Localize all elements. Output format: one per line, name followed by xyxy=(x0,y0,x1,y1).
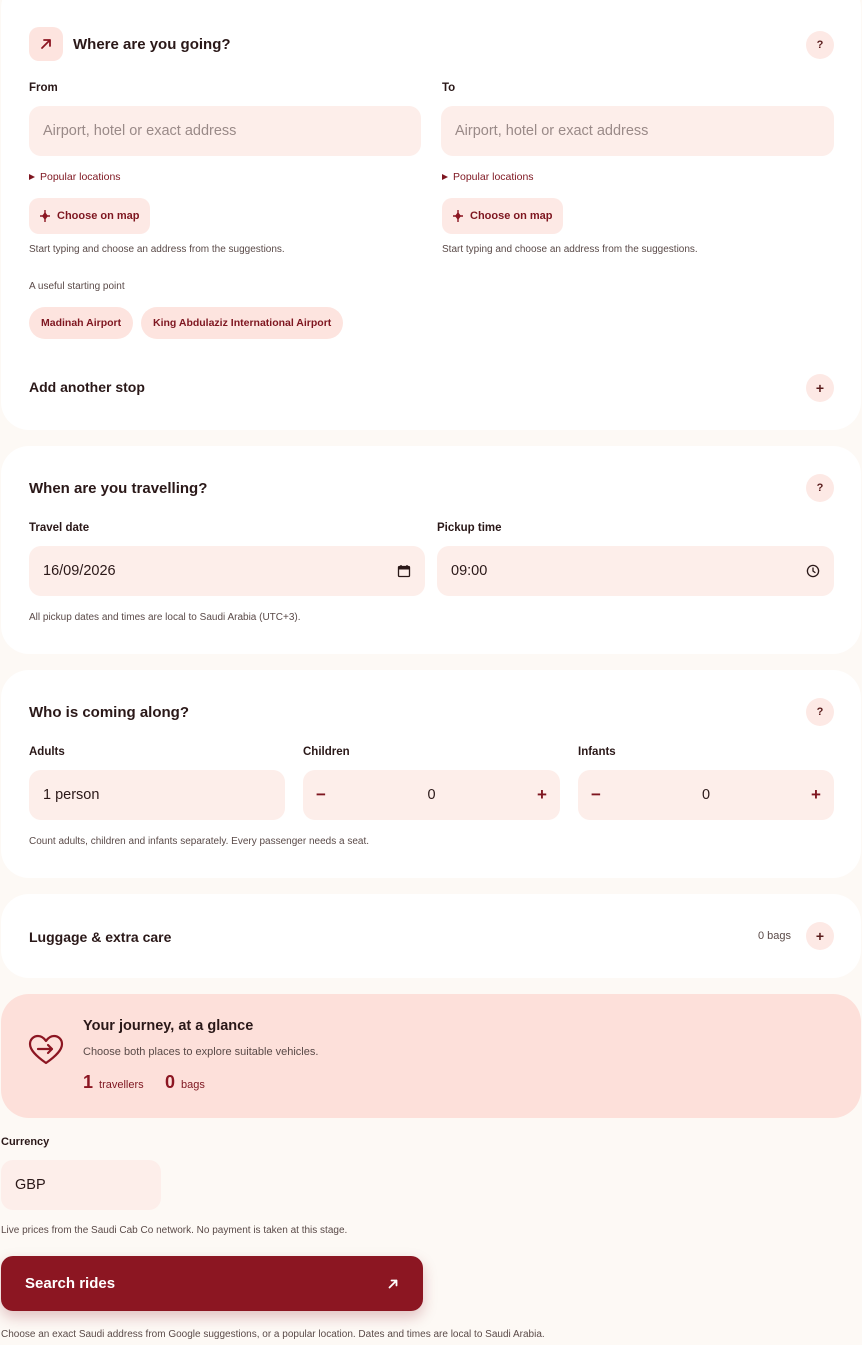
travellers-stat xyxy=(83,1072,144,1093)
clock-icon[interactable] xyxy=(806,564,820,578)
search-rides-label: Search rides xyxy=(25,1275,116,1292)
summary-subtitle: Choose both places to explore suitable vehicles. xyxy=(83,1046,319,1058)
when-title: When are you travelling? xyxy=(29,480,208,497)
search-rides-button[interactable] xyxy=(1,1256,423,1311)
infants-stepper xyxy=(578,770,834,820)
who-note: Count adults, children and infants separately. Every passenger needs a seat. xyxy=(29,836,370,847)
starting-point-label: A useful starting point xyxy=(29,281,125,292)
infants-plus-button[interactable]: + xyxy=(811,785,821,804)
to-hint: Start typing and choose an address from the suggestions. xyxy=(442,244,698,255)
luggage-bags-count: 0 bags xyxy=(758,930,792,942)
children-value: 0 xyxy=(427,787,436,803)
bags-count: 0 xyxy=(165,1072,176,1092)
children-minus-button[interactable]: − xyxy=(316,785,326,804)
journey-summary xyxy=(1,994,861,1118)
pickup-time-input[interactable] xyxy=(437,546,834,596)
pickup-time-value: 09:00 xyxy=(451,563,488,579)
luggage-title: Luggage & extra care xyxy=(29,929,172,945)
caret-right-icon xyxy=(442,174,448,180)
currency-select[interactable]: GBP xyxy=(1,1160,161,1210)
from-input[interactable]: Airport, hotel or exact address xyxy=(29,106,421,156)
who-help-button[interactable]: ? xyxy=(806,698,834,726)
footer-note: Choose an exact Saudi address from Google suggestions, or a popular location. Dates and times are local to Saudi Arabia. xyxy=(1,1329,545,1340)
currency-label: Currency xyxy=(1,1136,50,1148)
luggage-add-button[interactable]: + xyxy=(806,922,834,950)
children-label: Children xyxy=(303,746,350,758)
who-card xyxy=(1,670,861,878)
calendar-icon[interactable] xyxy=(397,564,411,578)
bags-label: bags xyxy=(181,1079,205,1091)
from-choose-map-button[interactable] xyxy=(29,198,150,234)
chip-king-abdulaziz-airport[interactable]: King Abdulaziz International Airport xyxy=(141,307,343,339)
summary-title: Your journey, at a glance xyxy=(83,1018,254,1034)
caret-right-icon xyxy=(29,174,35,180)
chip-madinah-airport[interactable]: Madinah Airport xyxy=(29,307,133,339)
from-popular-label: Popular locations xyxy=(40,171,121,183)
travellers-count: 1 xyxy=(83,1072,94,1092)
who-title: Who is coming along? xyxy=(29,704,189,721)
add-stop-button[interactable]: + xyxy=(806,374,834,402)
children-stepper xyxy=(303,770,560,820)
from-choose-map-label: Choose on map xyxy=(57,210,140,222)
currency-note: Live prices from the Saudi Cab Co network. No payment is taken at this stage. xyxy=(1,1225,348,1236)
to-label: To xyxy=(442,82,456,94)
from-popular-locations[interactable] xyxy=(29,171,121,183)
from-label: From xyxy=(29,82,58,94)
where-help-button[interactable]: ? xyxy=(806,31,834,59)
travel-date-value: 16/09/2026 xyxy=(43,563,116,579)
when-card xyxy=(1,446,861,654)
travellers-label: travellers xyxy=(99,1079,144,1091)
to-popular-locations[interactable] xyxy=(442,171,534,183)
infants-label: Infants xyxy=(578,746,616,758)
to-choose-map-label: Choose on map xyxy=(470,210,553,222)
where-title: Where are you going? xyxy=(73,36,231,53)
from-hint: Start typing and choose an address from the suggestions. xyxy=(29,244,285,255)
where-card xyxy=(1,0,861,430)
to-choose-map-button[interactable] xyxy=(442,198,563,234)
bags-stat xyxy=(165,1072,205,1093)
infants-minus-button[interactable]: − xyxy=(591,785,601,804)
heart-arrow-icon xyxy=(28,1034,64,1066)
pickup-time-label: Pickup time xyxy=(437,522,502,534)
add-stop-label: Add another stop xyxy=(29,379,145,395)
travel-date-input[interactable] xyxy=(29,546,425,596)
arrow-up-right-icon xyxy=(29,27,63,61)
when-help-button[interactable]: ? xyxy=(806,474,834,502)
infants-value: 0 xyxy=(701,787,711,803)
adults-label: Adults xyxy=(29,746,65,758)
arrow-up-right-icon xyxy=(387,1278,399,1290)
when-note: All pickup dates and times are local to Saudi Arabia (UTC+3). xyxy=(29,612,301,623)
children-plus-button[interactable]: + xyxy=(537,785,547,804)
to-popular-label: Popular locations xyxy=(453,171,534,183)
to-input[interactable]: Airport, hotel or exact address xyxy=(441,106,834,156)
map-pin-icon xyxy=(39,209,51,223)
map-pin-icon xyxy=(452,209,464,223)
adults-select[interactable]: 1 person xyxy=(29,770,285,820)
travel-date-label: Travel date xyxy=(29,522,90,534)
luggage-card[interactable] xyxy=(1,894,861,978)
